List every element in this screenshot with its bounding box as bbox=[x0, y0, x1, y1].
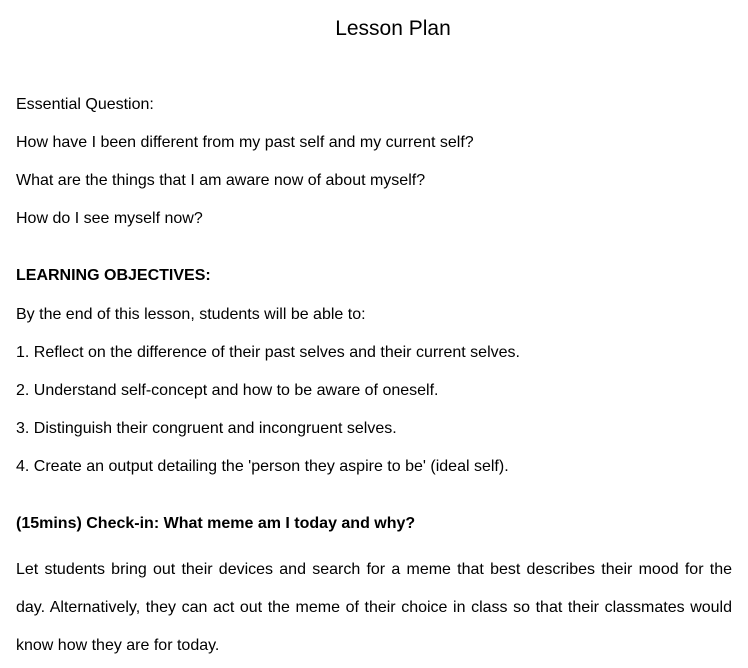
objectives-heading: LEARNING OBJECTIVES: bbox=[16, 267, 211, 284]
objective-item-3: 3. Distinguish their congruent and incongruent selves. bbox=[16, 420, 397, 437]
checkin-body: Let students bring out their devices and search for a meme that best describes their mood for the day. Alternatively, they can act out the meme of their choice in class so that their classmates would know how they are for today. bbox=[16, 561, 732, 654]
essential-question-3: How do I see myself now? bbox=[16, 210, 203, 227]
essential-question-heading: Essential Question: bbox=[16, 96, 154, 113]
objectives-intro: By the end of this lesson, students will be able to: bbox=[16, 306, 366, 323]
essential-question-2: What are the things that I am aware now of about myself? bbox=[16, 172, 426, 189]
page-title: Lesson Plan bbox=[335, 17, 451, 40]
essential-question-1: How have I been different from my past self and my current self? bbox=[16, 134, 474, 151]
checkin-heading: (15mins) Check-in: What meme am I today and why? bbox=[16, 515, 416, 532]
objective-item-1: 1. Reflect on the difference of their past selves and their current selves. bbox=[16, 344, 520, 361]
objective-item-4: 4. Create an output detailing the 'person they aspire to be' (ideal self). bbox=[16, 458, 509, 475]
objective-item-2: 2. Understand self-concept and how to be aware of oneself. bbox=[16, 382, 439, 399]
